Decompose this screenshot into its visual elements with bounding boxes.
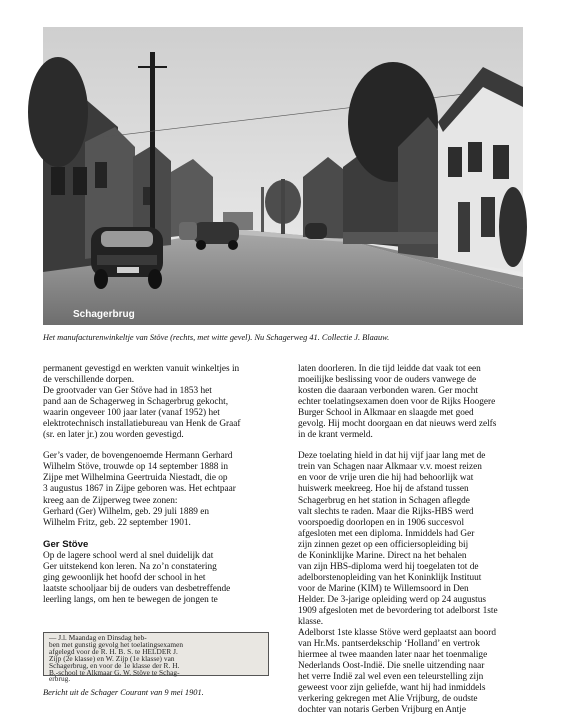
text-line: geweest voor zijn geliefde, want hij had inmiddels (298, 683, 486, 694)
text-line: elektrotechnisch installatiebureau van Henk de Graaf (43, 419, 241, 430)
text-line: adelborstenopleiding van het Koninklijk Instituut (298, 572, 482, 583)
clipping-line: Zijp (2e klasse) en W. Zijp (1e klasse) van (49, 653, 175, 663)
paragraph-4 (298, 364, 529, 441)
clipping-line: — J.l. Maandag en Dinsdag heb- (49, 633, 147, 642)
text-line: verkering gekregen met Alie Vrijburg, de oudste (298, 694, 478, 705)
text-line: laten doorleren. In die tijd leidde dat vaak tot een (298, 364, 481, 374)
text-line: en voor de vrije uren die hij had behoorlijk wat (298, 473, 474, 484)
text-line: Helder. De 3-jarige opleiding werd op 24 augustus (298, 594, 486, 605)
text-line: pand aan de Schagerweg in Schagerbrug gekocht, (43, 397, 229, 408)
text-line: 1909 afgesloten met de bevordering tot adelborst 1ste (298, 605, 498, 616)
text-line: zijn zinnen gezet op een officiersopleiding bij (298, 539, 469, 550)
text-line: afgesloten met een diploma. Inmiddels had Ger (298, 528, 475, 539)
text-line: Nederlands Oost-Indië. Die snelle uitzending naar (298, 661, 485, 672)
street-photo-drawing (43, 27, 523, 325)
text-line: Zijpe met Wilhelmina Geertruida Niestadt, die op (43, 473, 228, 484)
text-line: (sr. en later jr.) zou worden gevestigd. (43, 430, 184, 441)
text-line: kosten die daaraan verbonden waren. Ger mocht (298, 386, 478, 397)
photo-caption: Het manufacturenwinkeltje van Stöve (rechts, met witte gevel). Nu Schagerweg 41. Collectie J. Blaauw. (43, 333, 390, 342)
paragraph-2 (43, 451, 274, 528)
clipping-line: B.-school te Alkmaar G. W. Stöve te Schag- (49, 667, 180, 677)
right-column (298, 364, 529, 716)
clipping-line: Schagerbrug, en voor de 1e klasse der R. H. (49, 660, 180, 670)
text-line: de Koninklijke Marine. Direct na het behalen (298, 550, 467, 561)
text-line: in de krant vermeld. (298, 430, 373, 441)
text-line: gevolg. Hij mocht doorgaan en dat nieuws werd zelfs (298, 419, 497, 430)
text-line: Gerhard (Ger) Wilhelm, geb. 29 juli 1889 en (43, 506, 209, 517)
text-line: laatste schooljaar bij de ouders van desbetreffende (43, 583, 231, 594)
text-line: leerling langs, om hen te bewegen de jongen te (43, 594, 218, 605)
newspaper-clipping (43, 632, 269, 684)
text-line: moeilijke beslissing voor de ouders vanwege de (298, 375, 477, 386)
text-line: van Hr.Ms. pantserdekschip ‘Holland’ en vertrok (298, 639, 480, 650)
text-line: ging gewoonlijk het hoofd der school in het (43, 572, 206, 583)
paragraph-5 (298, 451, 529, 716)
photo-imprint: Schagerbrug (73, 309, 135, 320)
text-line: het verre Indië zal wel even een teleurstelling zijn (298, 672, 484, 683)
text-line: kreeg aan de Zijperweg twee zonen: (43, 495, 178, 506)
text-line: Wilhelm Stöve, trouwde op 14 september 1888 in (43, 462, 229, 473)
text-line: Ger uitstekend kon leren. Na zo’n constatering (43, 561, 217, 572)
clipping-line: afgelegd voor de R. H. B. S. te HELDER J. (49, 646, 178, 656)
text-line: huiswerk meekreeg. Hoe hij de afstand tussen (298, 484, 469, 495)
clipping-caption: Bericht uit de Schager Courant van 9 mei 1901. (43, 688, 204, 697)
text-line: Schagerbrug en het station in Schagen aflegde (298, 495, 470, 506)
text-line: Burger School in Alkmaar en slaagde met goed (298, 408, 474, 419)
text-line: valt slechts te raden. Maar die Rijks-HBS werd (298, 506, 474, 517)
section-heading: Ger Stöve (43, 538, 89, 550)
paragraph-3 (43, 551, 274, 606)
text-line: voorspoedig doorlopen en in 1906 succesvol (298, 517, 465, 528)
text-line: klasse. (298, 617, 324, 628)
text-line: hiermee al twee maanden later naar het toenmalige (298, 650, 488, 661)
text-line: Ger’s vader, de bovengenoemde Hermann Gerhard (43, 451, 233, 462)
text-line: De grootvader van Ger Stöve had in 1853 het (43, 386, 212, 397)
text-line: waarin ongeveer 100 jaar later (vanaf 1952) het (43, 408, 220, 419)
text-line: Wilhelm Fritz, geb. 22 september 1901. (43, 517, 191, 528)
text-line: Adelborst 1ste klasse Stöve werd geplaatst aan boord (298, 628, 497, 639)
text-line: voor de Marine (KIM) te Willemsoord in Den (298, 583, 469, 594)
clipping-line: erbrug. (49, 674, 71, 684)
text-line: permanent gevestigd en werkten vanuit winkeltjes in (43, 364, 240, 374)
text-line: 3 augustus 1867 in Zijpe geboren was. Het echtpaar (43, 484, 236, 495)
text-line: echter toelatingsexamen doen voor de Rijks Hoogere (298, 397, 496, 408)
text-line: de verschillende dorpen. (43, 375, 135, 386)
street-photo (43, 27, 523, 325)
text-line: Deze toelating hield in dat hij vijf jaar lang met de (298, 451, 486, 462)
text-line: trein van Schagen naar Alkmaar v.v. moest reizen (298, 462, 482, 473)
text-line: van zijn HBS-diploma werd hij toegelaten tot de (298, 561, 479, 572)
text-line: dochter van notaris Gerben Vrijburg en Antje (298, 705, 466, 716)
clipping-line: ben met gunstig gevolg het toelatingsexamen (49, 639, 184, 649)
text-line: Op de lagere school werd al snel duidelijk dat (43, 550, 214, 561)
left-column (43, 364, 274, 606)
paragraph-1 (43, 364, 274, 441)
